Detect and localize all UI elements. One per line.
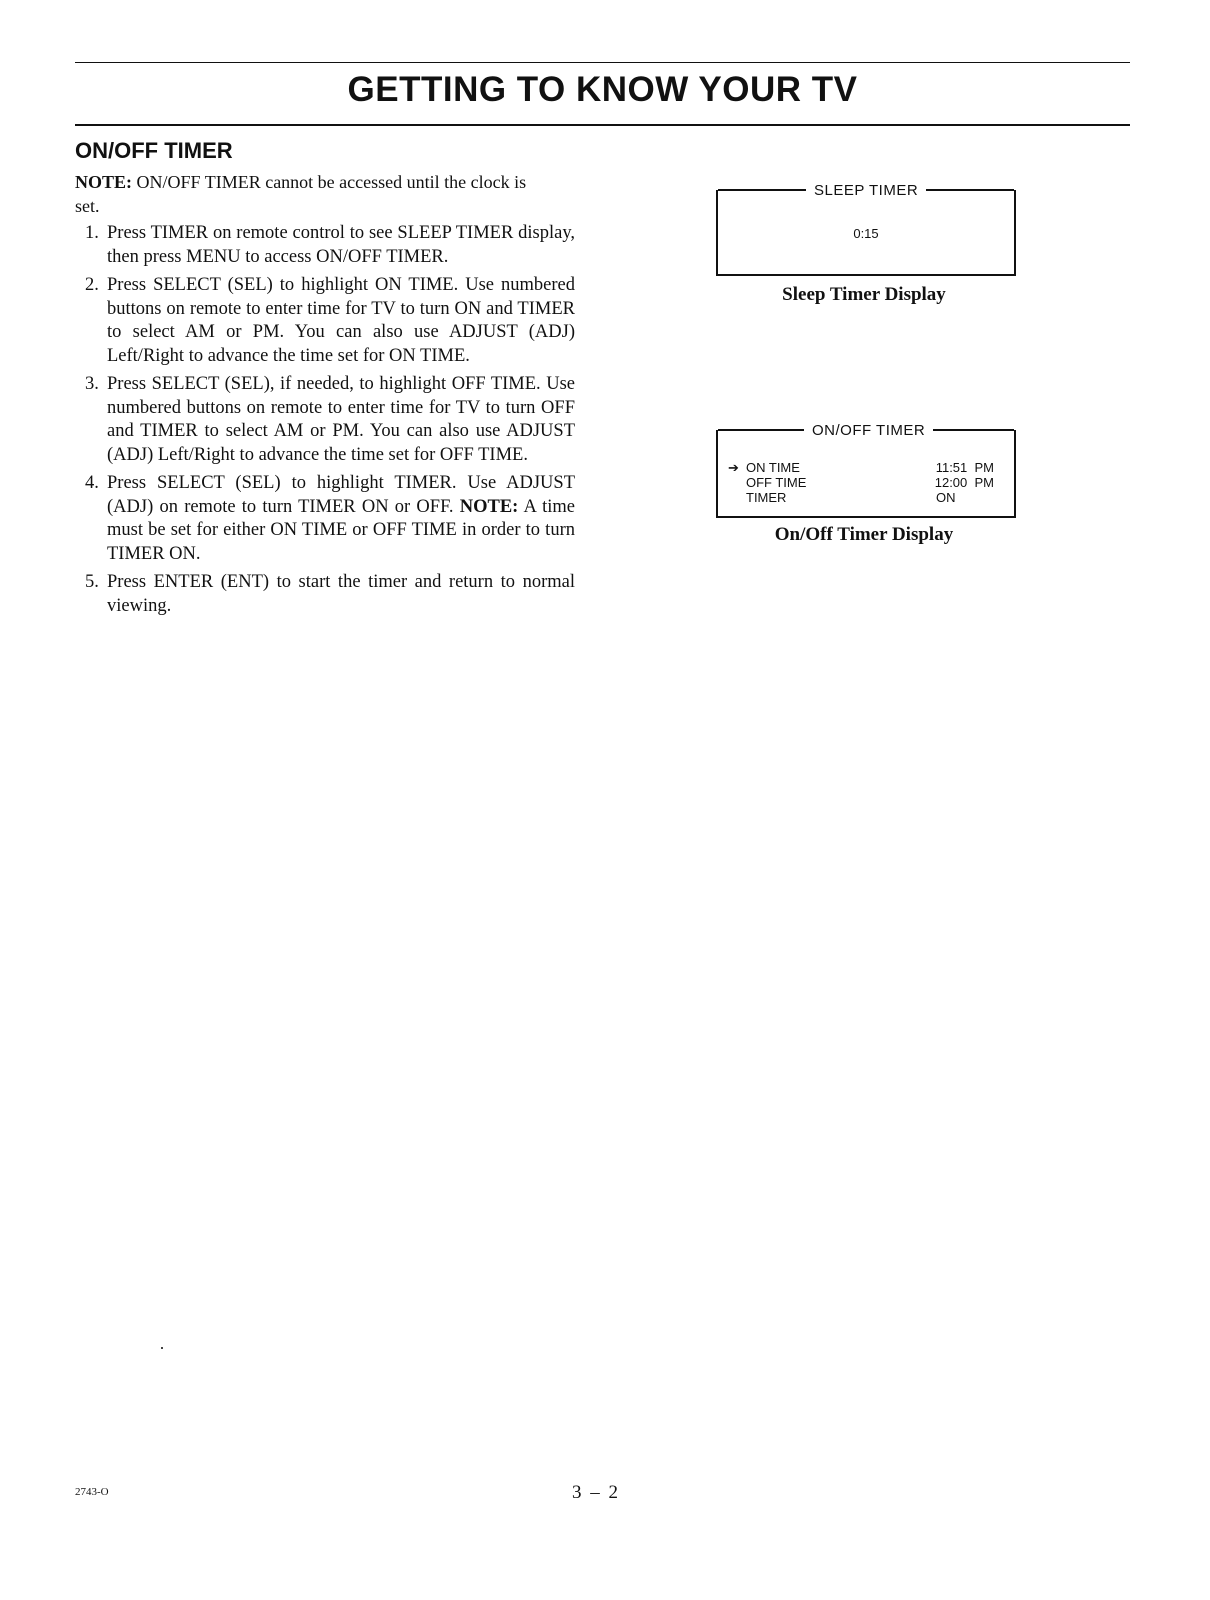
step-text: Press SELECT (SEL), if needed, to highlight OFF TIME. Use numbered buttons on remote to enter time for TV to turn OFF and TIMER to select AM or PM. You can also use ADJUST (ADJ) Left/Right to advance the time set for OFF TIME. (107, 374, 575, 465)
timer-row-value: ON (936, 490, 956, 505)
onoff-timer-title: ON/OFF TIMER (804, 422, 933, 439)
note-text: ON/OFF TIMER cannot be accessed until the clock is set. (75, 172, 527, 216)
step-number: 2. (85, 275, 99, 295)
timer-row-off-time (728, 475, 994, 490)
steps-list (85, 222, 575, 623)
step-number: 1. (85, 223, 99, 243)
sleep-timer-caption: Sleep Timer Display (782, 284, 946, 305)
timer-row-value: 12:00 PM (934, 475, 994, 490)
onoff-timer-display (716, 421, 1016, 518)
header-top-rule (75, 62, 1130, 63)
step-note-text: A time must be set for either ON TIME or OFF TIME in order to turn TIMER ON. (107, 496, 575, 564)
step-item (85, 373, 575, 467)
step-text: Press TIMER on remote control to see SLEEP TIMER display, then press MENU to access ON/OFF TIMER. (107, 223, 575, 267)
step-text: Press ENTER (ENT) to start the timer and return to normal viewing. (107, 572, 575, 616)
sleep-timer-display (716, 181, 1016, 276)
timer-row-value: 11:51 PM (935, 460, 994, 475)
step-number: 4. (85, 473, 99, 493)
onoff-timer-rows (728, 460, 994, 505)
header-bottom-rule (75, 124, 1130, 126)
step-text: Press SELECT (SEL) to highlight ON TIME. Use numbered buttons on remote to enter time for TV to turn ON and TIMER to select AM or PM. You can also use ADJUST (ADJ) Left/Right to advance the time set for ON TIME. (107, 275, 575, 366)
sleep-timer-title-row (718, 181, 1014, 199)
page-number: 3 – 2 (572, 1482, 620, 1503)
step-item (85, 222, 575, 269)
step-item (85, 274, 575, 368)
note-label: NOTE: (75, 172, 133, 192)
document-code: 2743-O (75, 1486, 109, 1498)
sleep-timer-title: SLEEP TIMER (806, 182, 926, 199)
timer-row-timer (728, 490, 994, 505)
intro-note (75, 170, 545, 218)
sleep-timer-value: 0:15 (853, 226, 879, 241)
step-text: Press SELECT (SEL) to highlight TIMER. Use ADJUST (ADJ) on remote to turn TIMER ON or OFF. (107, 473, 575, 517)
timer-row-label: TIMER (746, 490, 787, 505)
step-item (85, 571, 575, 618)
arrow-right-icon: ➔ (728, 460, 739, 475)
section-title: ON/OFF TIMER (75, 138, 233, 163)
step-item (85, 472, 575, 566)
step-number: 5. (85, 572, 99, 592)
onoff-timer-title-row (718, 421, 1014, 439)
timer-row-on-time (728, 460, 994, 475)
step-note-label: NOTE: (459, 496, 519, 517)
onoff-timer-caption: On/Off Timer Display (774, 524, 954, 545)
page-title: GETTING TO KNOW YOUR TV (347, 70, 858, 109)
step-number: 3. (85, 374, 99, 394)
scan-speck (161, 1347, 163, 1349)
timer-row-label: ON TIME (746, 460, 800, 475)
timer-row-label: OFF TIME (746, 475, 807, 490)
